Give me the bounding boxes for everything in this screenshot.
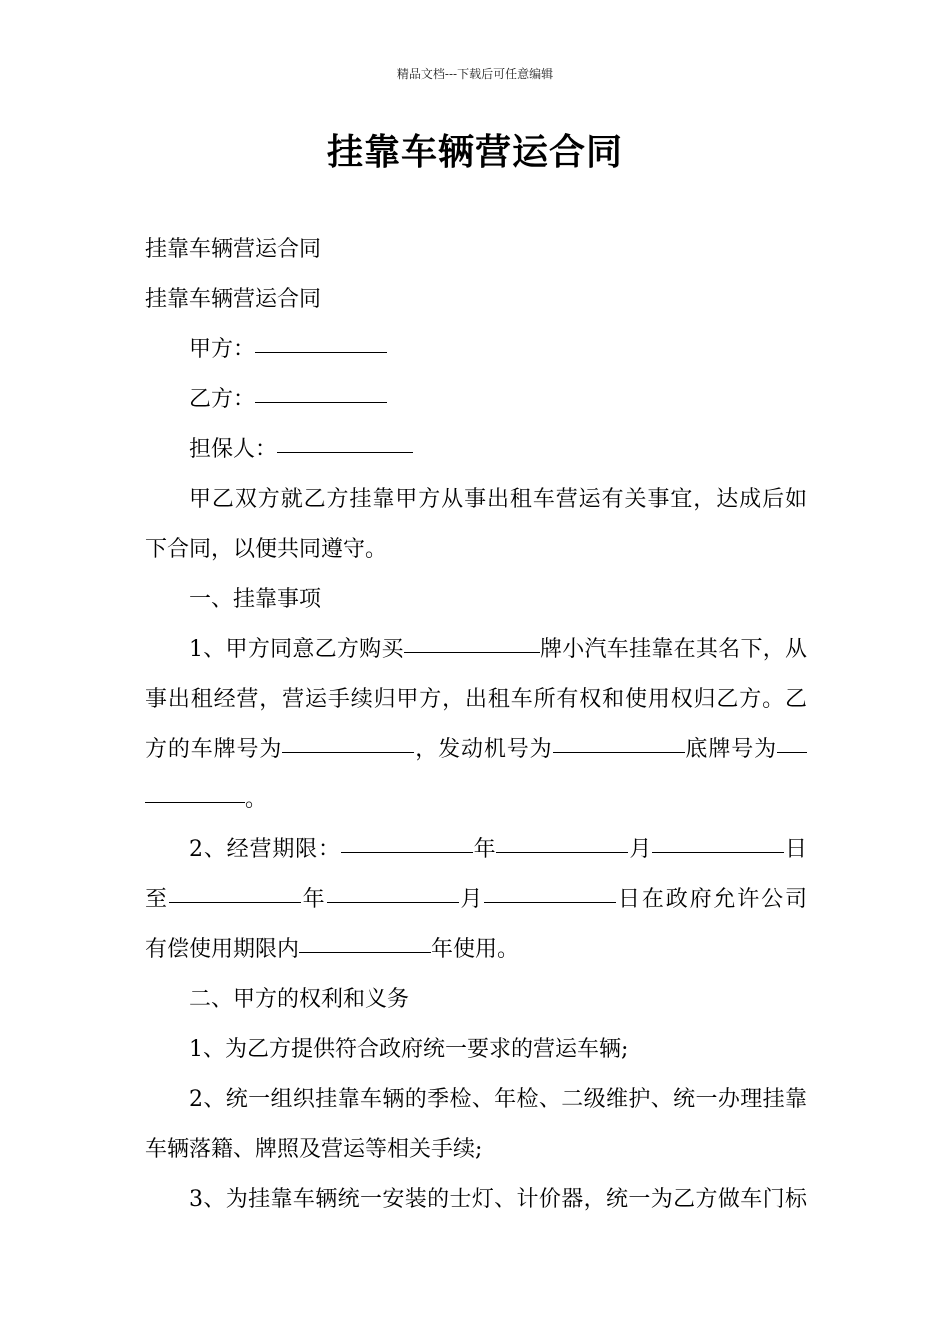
start-year-blank [341,852,473,853]
guarantor-line [145,425,807,475]
start-day-blank [652,852,784,853]
end-year-blank [169,902,301,903]
year-label-2: 年 [300,887,327,912]
plate-label: 方的车牌号为 [145,737,283,762]
party-b-line [145,375,807,425]
item-1-line-4 [145,775,807,825]
start-month-blank [496,852,628,853]
to-label: 至 [145,887,169,912]
item-2-text-b: 日在政府允许公司 [616,887,807,912]
right-3-line-1: 3、为挂靠车辆统一安装的士灯、计价器，统一为乙方做车门标 [189,1187,807,1212]
section-2-title: 二、甲方的权利和义务 [189,987,410,1012]
paragraph-subtitle-2: 挂靠车辆营运合同 [145,287,322,312]
party-b-label: 乙方： [189,387,256,412]
end-day-blank [484,902,616,903]
item-2-line-3 [145,925,807,975]
party-a-label: 甲方： [189,337,256,362]
brand-blank [404,652,540,653]
chassis-blank-start [777,752,807,753]
document-body [145,225,807,1225]
document-title: 挂靠车辆营运合同 [326,132,623,173]
term-label: 2、经营期限： [189,837,341,862]
item-1-line-2: 事出租经营，营运手续归甲方，出租车所有权和使用权归乙方。乙 [145,687,807,712]
party-a-blank [255,352,387,353]
item-1-line-1 [145,625,807,675]
header-note: 精品文档---下载后可任意编辑 [396,67,554,81]
party-b-blank [255,402,387,403]
right-1: 1、为乙方提供符合政府统一要求的营运车辆; [189,1037,629,1062]
chassis-blank-end [145,802,245,803]
month-label-2: 月 [458,887,485,912]
item-2-line-2 [145,875,807,925]
paid-term-blank [299,952,431,953]
year-label-1: 年 [472,837,497,862]
item-2-line-1 [145,825,807,875]
item-1-text-b: 牌小汽车挂靠在其名下，从 [539,637,807,662]
end-month-blank [327,902,459,903]
item-2-text-c: 有偿使用期限内 [145,937,300,962]
party-a-line [145,325,807,375]
day-label-1: 日 [784,837,807,862]
paragraph-subtitle-1: 挂靠车辆营运合同 [145,237,322,262]
item-1-end: 。 [245,787,268,812]
item-1-text-a: 1、甲方同意乙方购买 [189,637,404,662]
intro-line-1: 甲乙双方就乙方挂靠甲方从事出租车营运有关事宜，达成后如 [189,487,807,512]
right-2-line-2: 车辆落籍、牌照及营运等相关手续; [145,1137,483,1162]
engine-label: ，发动机号为 [414,737,553,762]
intro-line-2: 下合同，以便共同遵守。 [145,537,388,562]
chassis-label: 底牌号为 [684,737,777,762]
engine-blank [553,752,685,753]
guarantor-blank [277,452,413,453]
section-1-title: 一、挂靠事项 [189,587,322,612]
guarantor-label: 担保人： [189,437,278,462]
right-2-line-1: 2、统一组织挂靠车辆的季检、年检、二级维护、统一办理挂靠 [189,1087,807,1112]
item-2-text-d: 年使用。 [431,937,520,962]
item-1-line-3 [145,725,807,775]
month-label-1: 月 [628,837,653,862]
plate-blank [282,752,414,753]
